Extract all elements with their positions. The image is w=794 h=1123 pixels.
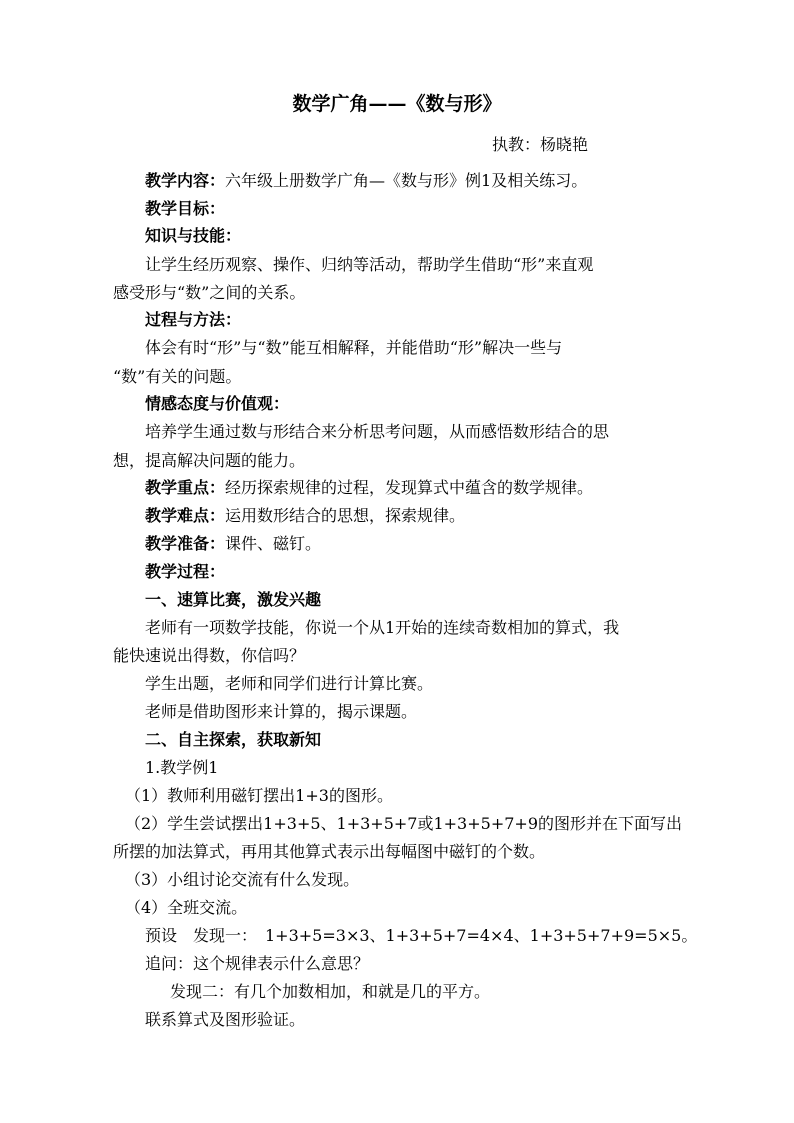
section-1-line-1: 老师有一项数学技能，你说一个从1开始的连续奇数相加的算式，我: [145, 618, 620, 637]
difficulty-text: 运用数形结合的思想，探索规律。: [225, 506, 466, 525]
procedure-heading: 教学过程：: [145, 562, 226, 581]
author-line: 执教：杨晓艳: [492, 135, 589, 154]
section-2-sub-2-line-2: 所摆的加法算式，再用其他算式表示出每幅图中磁钉的个数。: [113, 842, 546, 861]
section-1-line-3: 学生出题，老师和同学们进行计算比赛。: [145, 674, 434, 693]
goals-heading: 教学目标：: [145, 199, 226, 218]
knowledge-line-1: 让学生经历观察、操作、归纳等活动，帮助学生借助“形”来直观: [145, 255, 594, 274]
knowledge-heading: 知识与技能：: [145, 226, 242, 245]
section-1-line-2: 能快速说出得数，你信吗？: [113, 646, 306, 665]
preparation-line: [145, 533, 321, 555]
finding-2: 发现二：有几个加数相加，和就是几的平方。: [170, 982, 491, 1001]
section-2-heading: 二、自主探索，获取新知: [145, 730, 322, 749]
content-text: 六年级上册数学广角—《数与形》例1及相关练习。: [225, 171, 588, 190]
difficulty-label: 教学难点：: [145, 506, 226, 525]
section-2-sub-2-line-1: （2）学生尝试摆出1+3+5、1+3+5+7或1+3+5+7+9的图形并在下面写出: [125, 814, 682, 833]
verify-line: 联系算式及图形验证。: [145, 1010, 306, 1029]
emotion-line-1: 培养学生通过数与形结合来分析思考问题，从而感悟数形结合的思: [145, 422, 610, 441]
section-2-item-1: 1.教学例1: [145, 758, 219, 777]
key-point-line: [145, 477, 593, 499]
difficulty-line: [145, 505, 465, 527]
section-2-sub-3: （3）小组讨论交流有什么发现。: [125, 870, 360, 889]
page-title: 数学广角——《数与形》: [292, 93, 502, 115]
section-1-heading: 一、速算比赛，激发兴趣: [145, 590, 322, 609]
preset-finding-1: 预设 发现一： 1+3+5=3×3、1+3+5+7=4×4、1+3+5+7+9=5×5。: [145, 926, 698, 945]
key-point-text: 经历探索规律的过程，发现算式中蕴含的数学规律。: [225, 478, 594, 497]
process-line-2: “数”有关的问题。: [113, 367, 242, 386]
section-1-line-4: 老师是借助图形来计算的，揭示课题。: [145, 702, 418, 721]
key-point-label: 教学重点：: [145, 478, 226, 497]
preparation-label: 教学准备：: [145, 534, 226, 553]
knowledge-line-2: 感受形与“数”之间的关系。: [113, 283, 306, 302]
section-2-sub-4: （4）全班交流。: [125, 898, 248, 917]
content-label: 教学内容：: [145, 171, 226, 190]
section-2-sub-1: （1）教师利用磁钉摆出1+3的图形。: [125, 786, 393, 805]
preparation-text: 课件、磁钉。: [225, 534, 322, 553]
process-line-1: 体会有时“形”与“数”能互相解释，并能借助“形”解决一些与: [145, 338, 563, 357]
emotion-line-2: 想，提高解决问题的能力。: [113, 451, 306, 470]
content-line: [145, 170, 587, 192]
process-heading: 过程与方法：: [145, 310, 242, 329]
follow-up-question: 追问：这个规律表示什么意思？: [145, 954, 370, 973]
emotion-heading: 情感态度与价值观：: [145, 394, 290, 413]
